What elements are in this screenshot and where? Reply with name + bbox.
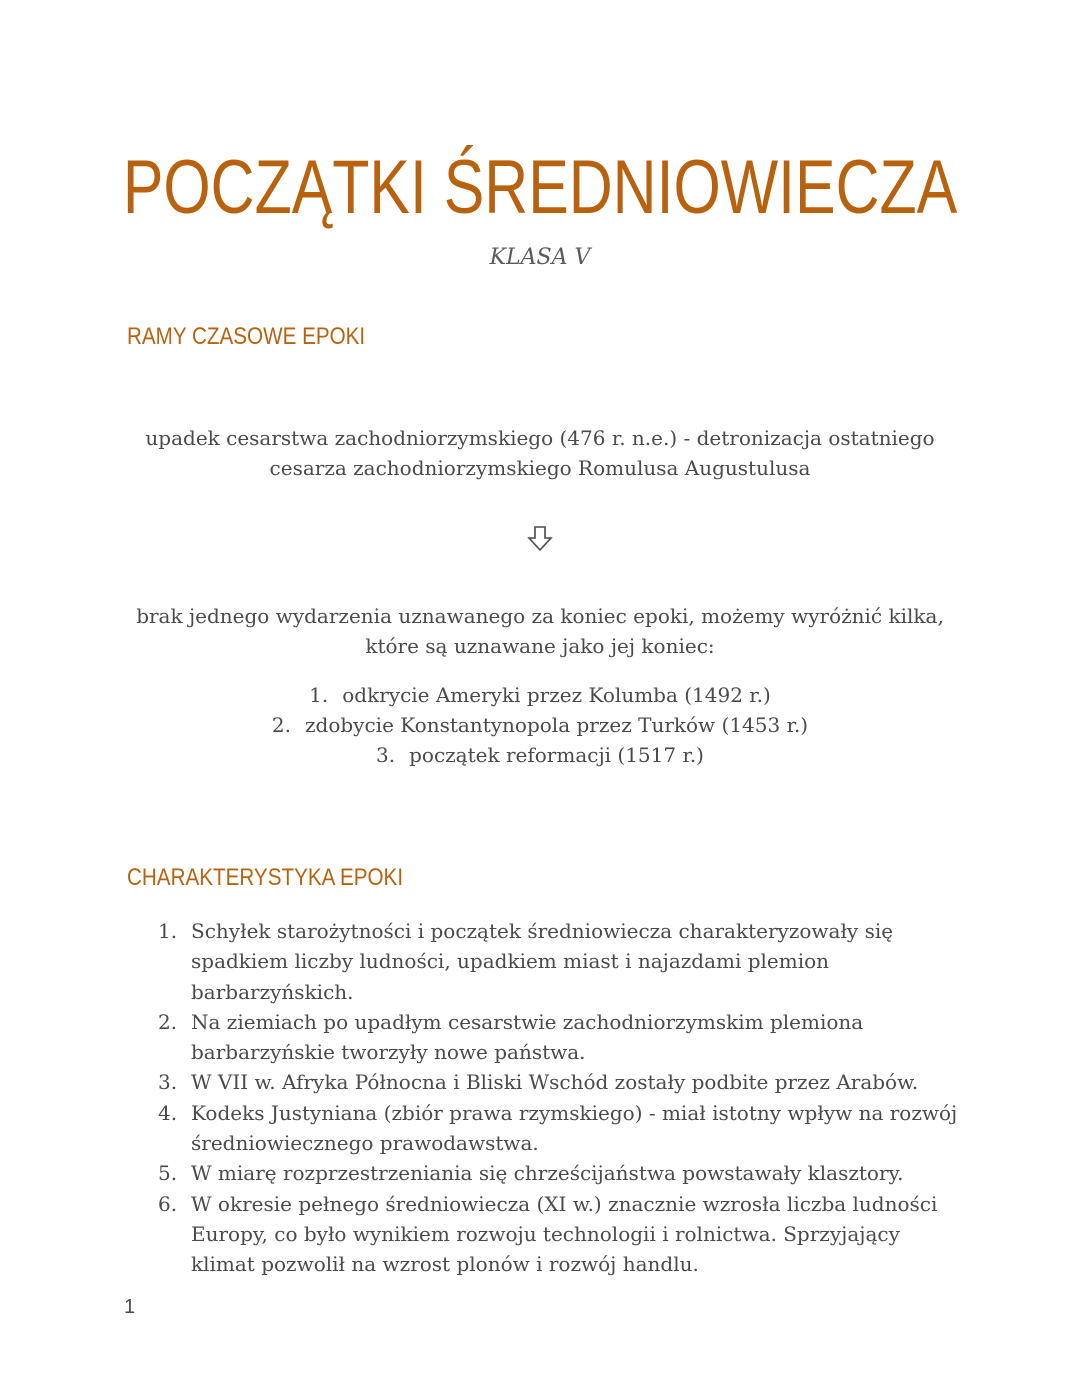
list-item-number: 2. [158, 1009, 178, 1034]
list-item [150, 1067, 960, 1097]
characteristics-list [150, 916, 960, 1280]
list-item-number: 3. [376, 743, 396, 767]
list-item [150, 1158, 960, 1188]
list-item-text: zdobycie Konstantynopola przez Turków (1453 r.) [304, 713, 809, 737]
page-number: 1 [124, 1296, 136, 1318]
list-item-text: Na ziemiach po upadłym cesarstwie zachodniorzymskim plemiona barbarzyńskie tworzyły nowe państwa. [191, 1009, 864, 1065]
list-item [0, 710, 1080, 740]
list-item-number: 2. [271, 713, 291, 737]
list-item [0, 740, 1080, 770]
list-item-text: początek reformacji (1517 r.) [409, 743, 704, 767]
list-item-text: Kodeks Justyniana (zbiór prawa rzymskiego) - miał istotny wpływ na rozwój średniowiecznego prawodawstwa. [191, 1100, 958, 1156]
list-item [150, 1098, 960, 1159]
list-item [150, 1007, 960, 1068]
epoch-start-text: upadek cesarstwa zachodniorzymskiego (476 r. n.e.) - detronizacja ostatniego cesarza zachodniorzymskiego Romulusa Augustulusa [145, 426, 935, 480]
list-item [150, 916, 960, 1007]
section-heading-timeframe: RAMY CZASOWE EPOKI [127, 323, 366, 350]
list-item-number: 3. [158, 1070, 178, 1095]
list-item-text: W VII w. Afryka Północna i Bliski Wschód zostały podbite przez Arabów. [191, 1070, 919, 1095]
list-item-text: W okresie pełnego średniowiecza (XI w.) znacznie wzrosła liczba ludności Europy, co było wynikiem rozwoju technologii i rolnictwa. Sprzyjający klimat pozwolił na wzrost plonów i rozwój handlu. [191, 1191, 938, 1277]
page-subtitle: KLASA V [489, 245, 591, 270]
list-item-text: Schyłek starożytności i początek średniowiecza charakteryzowały się spadkiem liczby ludności, upadkiem miast i najazdami plemion barbarzyńskich. [191, 919, 894, 1004]
list-item-text: odkrycie Ameryki przez Kolumba (1492 r.) [342, 683, 771, 707]
list-item-number: 1. [309, 683, 329, 707]
list-item-text: W miarę rozprzestrzeniania się chrześcijaństwa powstawały klasztory. [191, 1161, 904, 1186]
list-item-number: 4. [158, 1100, 178, 1125]
list-item [150, 1189, 960, 1280]
list-item-number: 6. [158, 1191, 178, 1216]
list-item [0, 680, 1080, 710]
epoch-end-intro: brak jednego wydarzenia uznawanego za koniec epoki, możemy wyróżnić kilka, które są uznawane jako jej koniec: [136, 604, 944, 658]
list-item-number: 5. [158, 1161, 178, 1186]
page-title: POCZĄTKI ŚREDNIOWIECZA [122, 145, 958, 230]
section-heading-characteristics: CHARAKTERYSTYKA EPOKI [127, 864, 404, 891]
list-item-number: 1. [158, 919, 178, 943]
arrow-down-icon [524, 522, 556, 554]
epoch-end-events-list [0, 680, 1080, 770]
